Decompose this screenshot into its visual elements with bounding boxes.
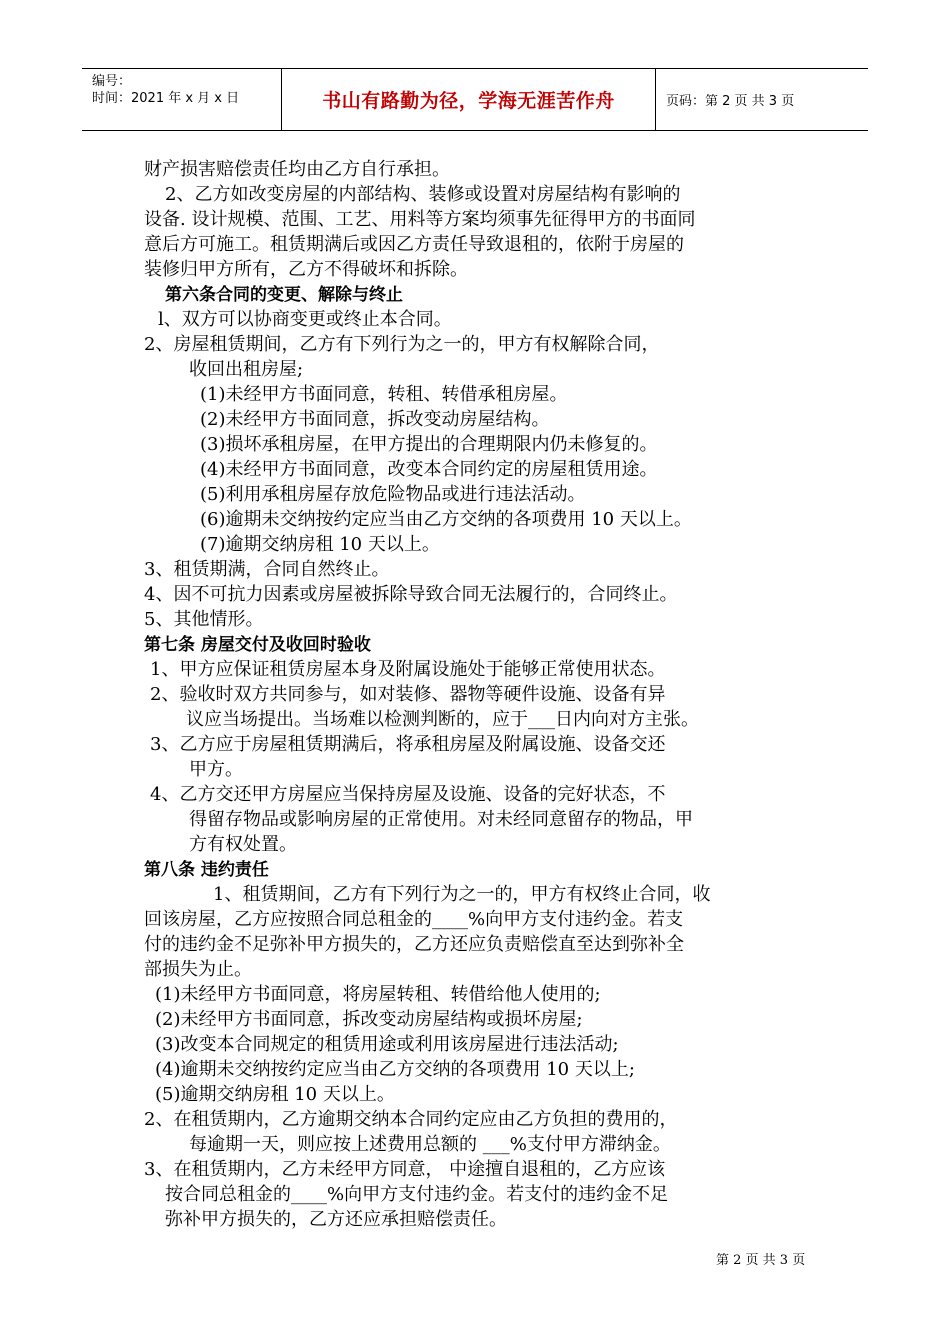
body-line: 每逾期一天，则应按上述费用总额的 ___%支付甲方滞纳金。	[189, 1134, 671, 1155]
section-heading: 第八条 违约责任	[144, 860, 269, 880]
document-number-label: 编号：	[92, 74, 132, 89]
list-item: (2)未经甲方书面同意，拆改变动房屋结构或损坏房屋;	[155, 1009, 583, 1030]
body-line: 1、甲方应保证租赁房屋本身及附属设施处于能够正常使用状态。	[150, 659, 666, 680]
body-line: 4、乙方交还甲方房屋应当保持房屋及设施、设备的完好状态，不	[150, 784, 666, 805]
document-date: 时间：2021 年 x 月 x 日	[92, 91, 240, 106]
body-line: 按合同总租金的____%向甲方支付违约金。若支付的违约金不足	[165, 1184, 669, 1205]
body-line: 甲方。	[189, 759, 243, 780]
list-item: (3)损坏承租房屋，在甲方提出的合理期限内仍未修复的。	[200, 434, 658, 455]
body-line: 回该房屋，乙方应按照合同总租金的____%向甲方支付违约金。若支	[144, 909, 684, 930]
body-line: 议应当场提出。当场难以检测判断的，应于___日内向对方主张。	[186, 709, 699, 730]
page-header	[82, 68, 868, 131]
body-line: l、双方可以协商变更或终止本合同。	[158, 309, 452, 330]
section-heading: 第七条 房屋交付及收回时验收	[144, 635, 371, 655]
list-item: (1)未经甲方书面同意，转租、转借承租房屋。	[200, 384, 568, 405]
body-line: 意后方可施工。租赁期满后或因乙方责任导致退租的，依附于房屋的	[144, 234, 684, 255]
body-line: 3、在租赁期内，乙方未经甲方同意， 中途擅自退租的，乙方应该	[144, 1159, 666, 1180]
header-meta	[82, 69, 282, 130]
body-line: 2、在租赁期内，乙方逾期交纳本合同约定应由乙方负担的费用的，	[144, 1109, 678, 1130]
body-line: 3、租赁期满，合同自然终止。	[144, 559, 390, 580]
list-item: (7)逾期交纳房租 10 天以上。	[200, 534, 440, 555]
body-line: 1、租赁期间，乙方有下列行为之一的，甲方有权终止合同，收	[213, 884, 711, 905]
list-item: (3)改变本合同规定的租赁用途或利用该房屋进行违法活动;	[155, 1034, 619, 1055]
list-item: (5)利用承租房屋存放危险物品或进行违法活动。	[200, 484, 586, 505]
list-item: (4)逾期未交纳按约定应当由乙方交纳的各项费用 10 天以上;	[155, 1059, 635, 1080]
body-line: 2、房屋租赁期间，乙方有下列行为之一的，甲方有权解除合同，	[144, 334, 660, 355]
body-line: 弥补甲方损失的，乙方还应承担赔偿责任。	[165, 1209, 507, 1230]
list-item: (4)未经甲方书面同意，改变本合同约定的房屋租赁用途。	[200, 459, 658, 480]
body-line: 付的违约金不足弥补甲方损失的，乙方还应负责赔偿直至达到弥补全	[144, 934, 684, 955]
list-item: (1)未经甲方书面同意，将房屋转租、转借给他人使用的;	[155, 984, 601, 1005]
body-line: 2、乙方如改变房屋的内部结构、装修或设置对房屋结构有影响的	[165, 184, 681, 205]
page-footer: 第 2 页 共 3 页	[716, 1253, 806, 1268]
section-heading: 第六条合同的变更、解除与终止	[165, 285, 403, 305]
header-page-number: 页码：第 2 页 共 3 页	[666, 94, 795, 109]
body-line: 设备. 设计规模、范围、工艺、用料等方案均须事先征得甲方的书面同	[144, 209, 696, 230]
body-line: 部损失为止。	[144, 959, 252, 980]
body-line: 收回出租房屋;	[189, 359, 304, 380]
list-item: (5)逾期交纳房租 10 天以上。	[155, 1084, 395, 1105]
list-item: (6)逾期未交纳按约定应当由乙方交纳的各项费用 10 天以上。	[200, 509, 692, 530]
body-line: 财产损害赔偿责任均由乙方自行承担。	[144, 159, 450, 180]
body-line: 5、其他情形。	[144, 609, 264, 630]
body-line: 2、验收时双方共同参与，如对装修、器物等硬件设施、设备有异	[150, 684, 666, 705]
list-item: (2)未经甲方书面同意，拆改变动房屋结构。	[200, 409, 550, 430]
body-line: 3、乙方应于房屋租赁期满后，将承租房屋及附属设施、设备交还	[150, 734, 666, 755]
body-line: 得留存物品或影响房屋的正常使用。对未经同意留存的物品，甲	[189, 809, 693, 830]
body-line: 方有权处置。	[189, 834, 297, 855]
body-line: 装修归甲方所有，乙方不得破坏和拆除。	[144, 259, 468, 280]
header-motto: 书山有路勤为径，学海无涯苦作舟	[282, 69, 656, 130]
body-line: 4、因不可抗力因素或房屋被拆除导致合同无法履行的，合同终止。	[144, 584, 678, 605]
